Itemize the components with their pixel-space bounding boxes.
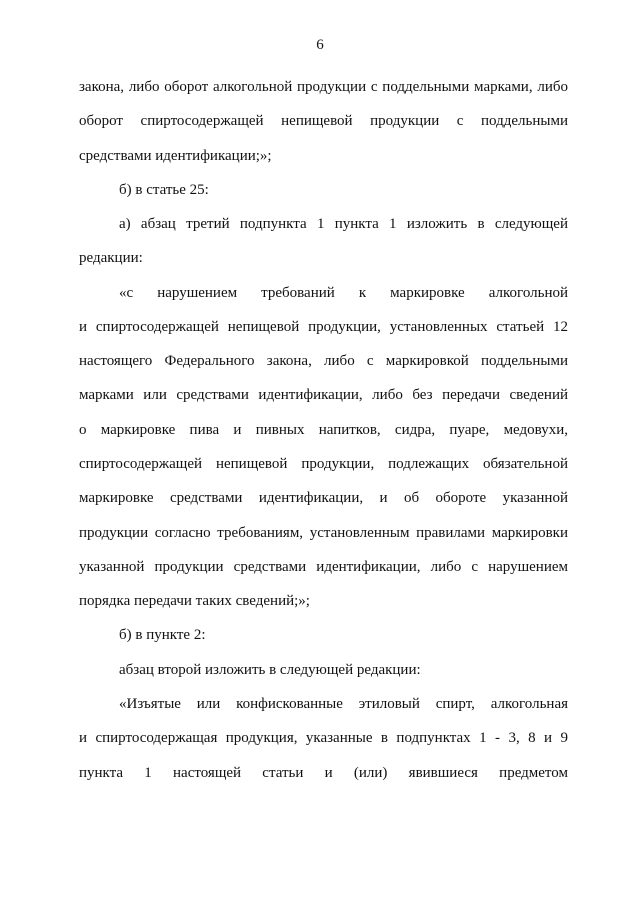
text-line: порядка передачи таких сведений;»; bbox=[79, 593, 310, 609]
text-line: б) в пункте 2: bbox=[119, 627, 206, 643]
text-line: «с нарушением требований к маркировке алкогольной bbox=[119, 285, 568, 301]
text-line: продукции согласно требованиям, установленным правилами маркировки bbox=[79, 525, 568, 541]
text-line: «Изъятые или конфискованные этиловый спирт, алкогольная bbox=[119, 696, 568, 712]
text-line: редакции: bbox=[79, 250, 143, 266]
text-line: закона, либо оборот алкогольной продукции с поддельными марками, либо bbox=[79, 79, 568, 95]
text-line: и спиртосодержащая продукция, указанные в подпунктах 1 - 3, 8 и 9 bbox=[79, 730, 568, 746]
text-line: абзац второй изложить в следующей редакции: bbox=[119, 662, 421, 678]
text-line: оборот спиртосодержащей непищевой продукции с поддельными bbox=[79, 113, 568, 129]
text-line: о маркировке пива и пивных напитков, сидра, пуаре, медовухи, bbox=[79, 422, 568, 438]
text-line: марками или средствами идентификации, либо без передачи сведений bbox=[79, 387, 568, 403]
text-line: б) в статье 25: bbox=[119, 182, 209, 198]
page-number: 6 bbox=[316, 37, 324, 53]
text-line: и спиртосодержащей непищевой продукции, установленных статьей 12 bbox=[79, 319, 568, 335]
text-line: настоящего Федерального закона, либо с маркировкой поддельными bbox=[79, 353, 568, 369]
text-line: а) абзац третий подпункта 1 пункта 1 изложить в следующей bbox=[119, 216, 568, 232]
text-line: пункта 1 настоящей статьи и (или) явившиеся предметом bbox=[79, 765, 568, 781]
text-line: средствами идентификации;»; bbox=[79, 148, 272, 164]
text-line: указанной продукции средствами идентификации, либо с нарушением bbox=[79, 559, 568, 575]
text-line: маркировке средствами идентификации, и об обороте указанной bbox=[79, 490, 568, 506]
text-line: спиртосодержащей непищевой продукции, подлежащих обязательной bbox=[79, 456, 568, 472]
